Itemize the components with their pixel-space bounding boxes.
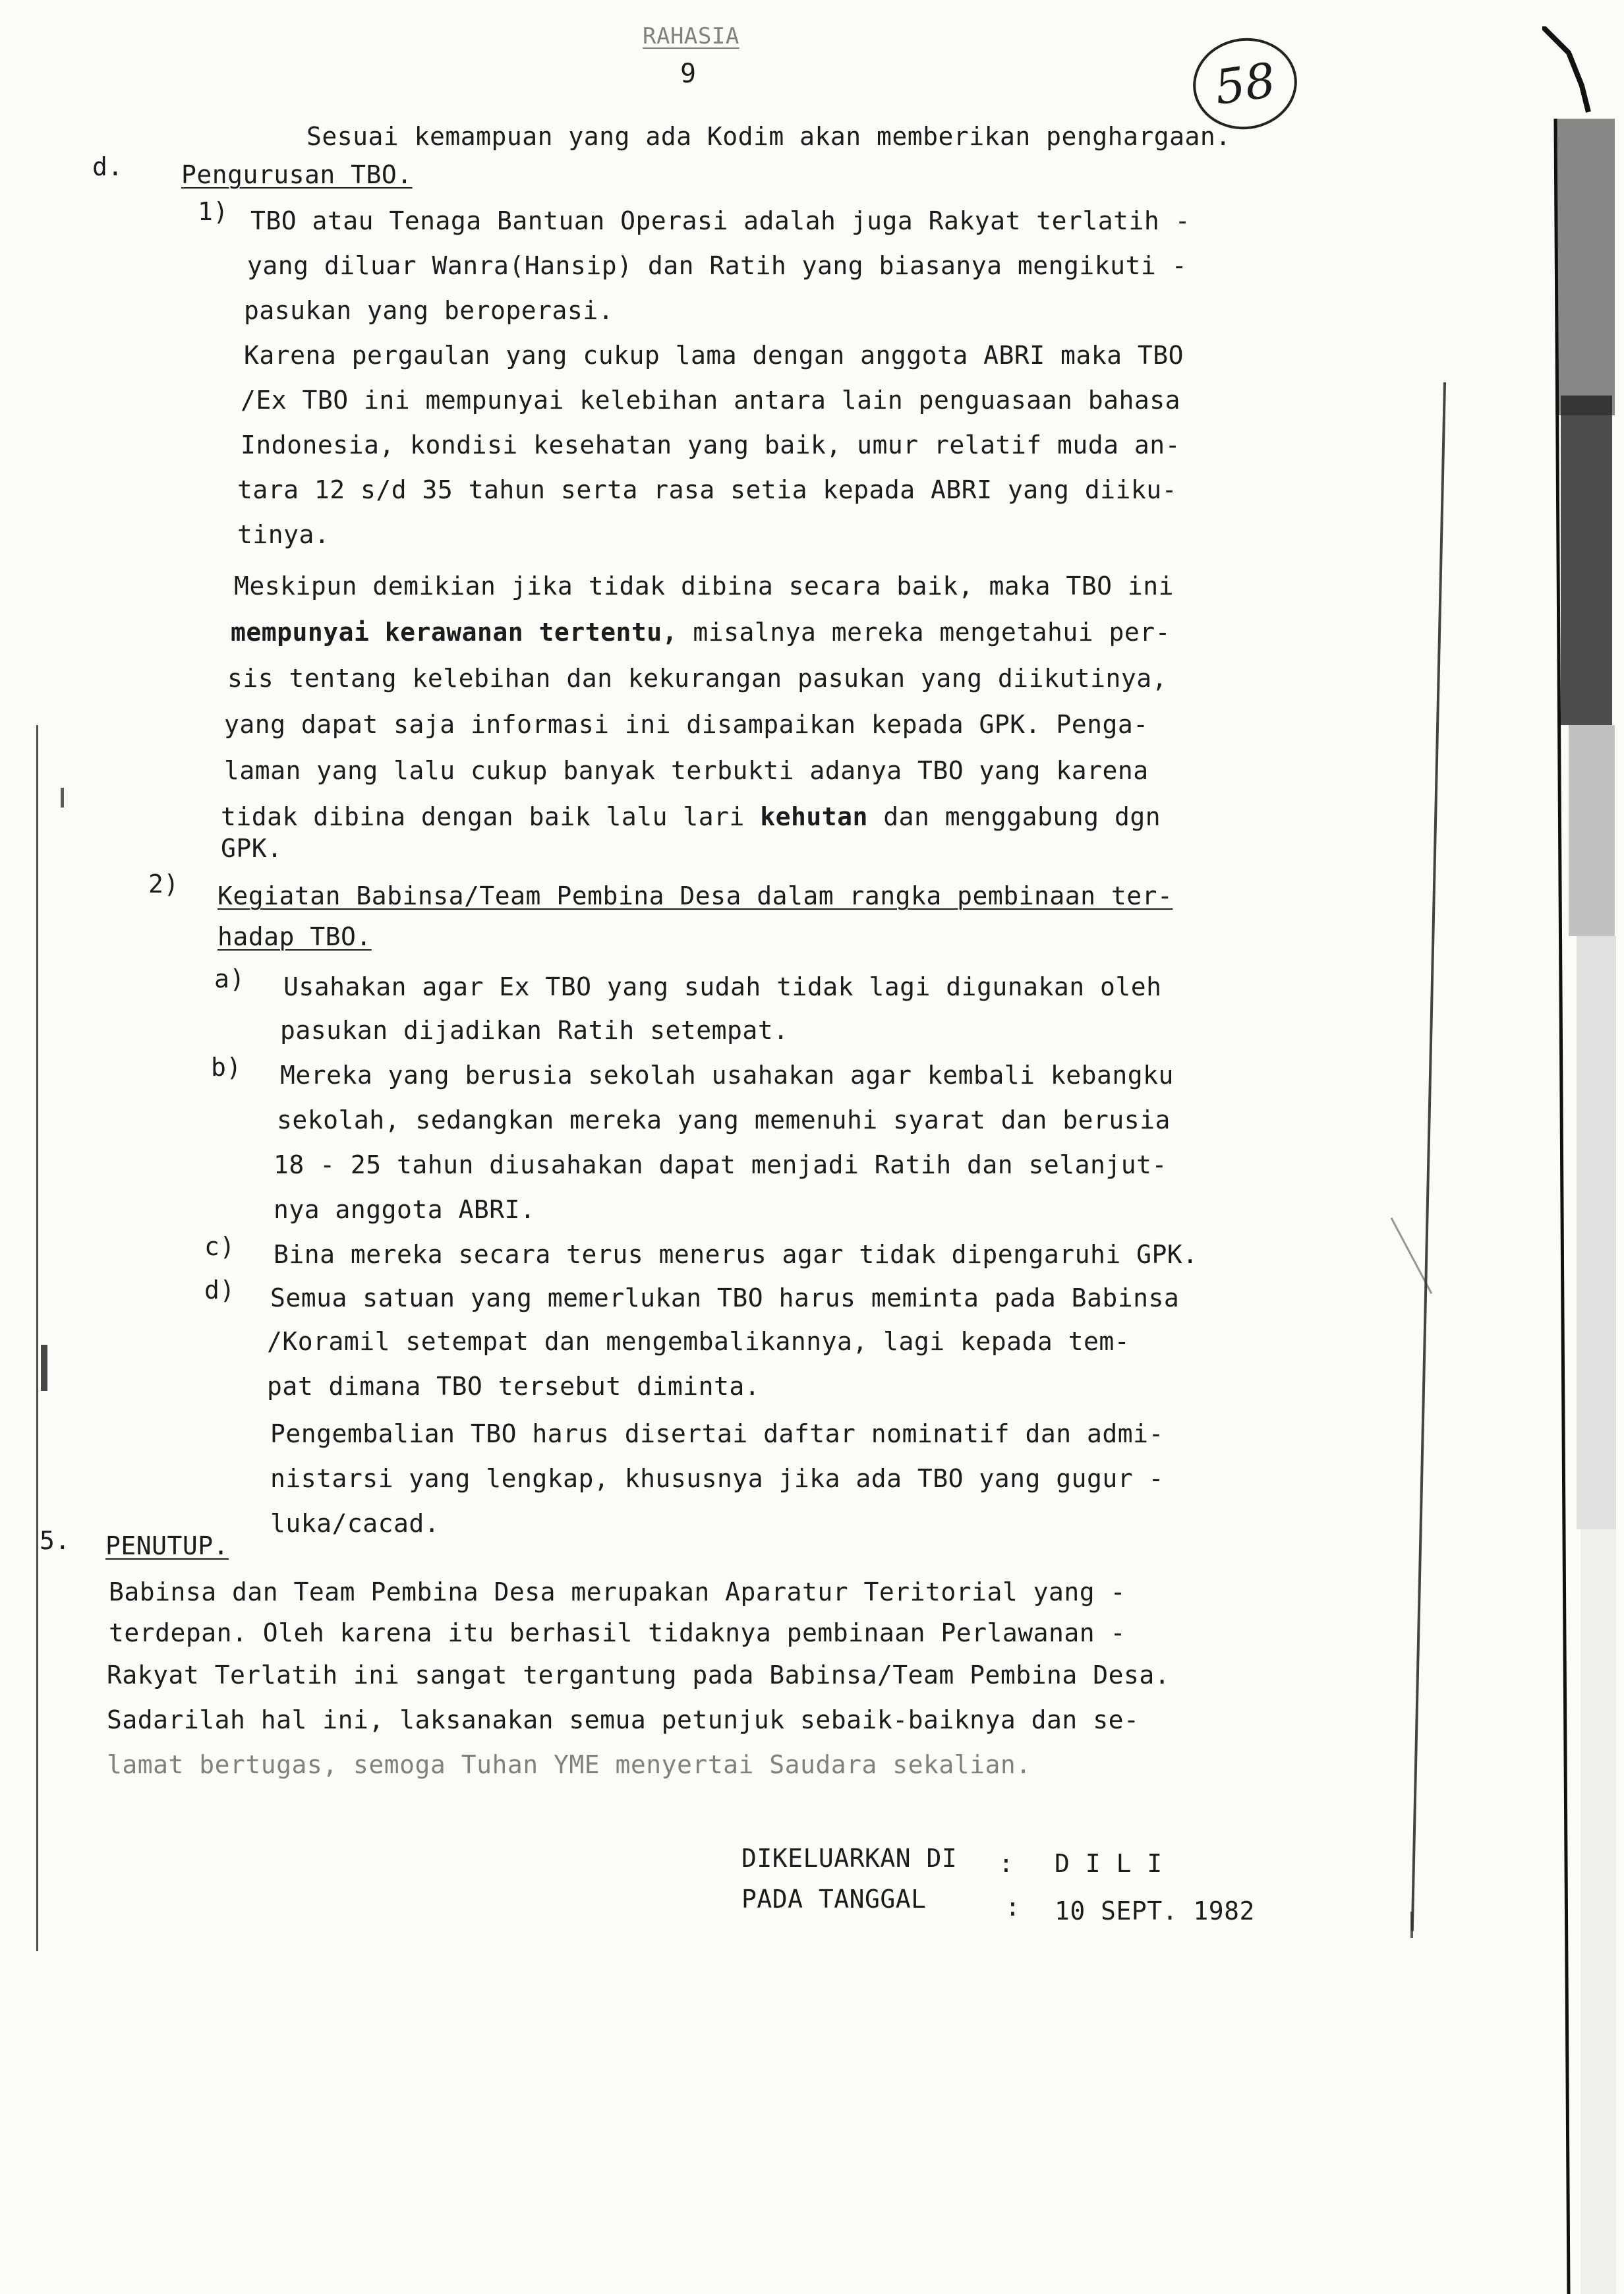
item-2-title: Kegiatan Babinsa/Team Pembina Desa dalam rangka pembinaan ter- xyxy=(218,881,1173,910)
left-margin-line xyxy=(36,725,38,1951)
sub-letter: c) xyxy=(204,1232,235,1261)
item-1-line: Karena pergaulan yang cukup lama dengan anggota ABRI maka TBO xyxy=(244,341,1184,370)
scan-mark xyxy=(1410,1912,1413,1938)
closing-line: Sadarilah hal ini, laksanakan semua petunjuk sebaik-baiknya dan se- xyxy=(107,1705,1140,1734)
sub-line: /Koramil setempat dan mengembalikannya, lagi kepada tem- xyxy=(267,1327,1130,1356)
separator: : xyxy=(1005,1893,1021,1922)
bold-phrase: mempunyai kerawanan tertentu, xyxy=(231,618,678,647)
line-start: tidak dibina dengan baik lalu lari xyxy=(221,802,761,831)
sub-line: nistarsi yang lengkap, khususnya jika ada TBO yang gugur - xyxy=(270,1464,1164,1493)
item-1-line: TBO atau Tenaga Bantuan Operasi adalah juga Rakyat terlatih - xyxy=(250,206,1191,235)
item-1-number: 1) xyxy=(198,197,229,226)
item-1-line: /Ex TBO ini mempunyai kelebihan antara lain penguasaan bahasa xyxy=(241,386,1181,415)
date-value: 10 SEPT. 1982 xyxy=(1055,1897,1255,1926)
sub-line: Usahakan agar Ex TBO yang sudah tidak lagi digunakan oleh xyxy=(283,972,1162,1001)
intro-line: Sesuai kemampuan yang ada Kodim akan memberikan penghargaan. xyxy=(306,122,1231,151)
sub-letter: d) xyxy=(204,1276,235,1305)
sub-line: Pengembalian TBO harus disertai daftar nominatif dan admi- xyxy=(270,1419,1164,1448)
place-value: D I L I xyxy=(1055,1849,1163,1878)
item-1-para2-line: GPK. xyxy=(221,834,283,863)
sub-line: nya anggota ABRI. xyxy=(274,1195,536,1224)
sub-line: Bina mereka secara terus menerus agar tidak dipengaruhi GPK. xyxy=(274,1240,1198,1269)
item-1-para2-line: Meskipun demikian jika tidak dibina secara baik, maka TBO ini xyxy=(234,572,1174,601)
sub-letter: a) xyxy=(214,964,245,993)
section-d-title: Pengurusan TBO. xyxy=(181,160,413,189)
stamp-number: 58 xyxy=(1187,32,1303,136)
item-1-line: pasukan yang beroperasi. xyxy=(244,296,614,325)
scan-mark xyxy=(61,788,64,808)
date-label: PADA TANGGAL xyxy=(741,1885,927,1914)
item-1-line: yang diluar Wanra(Hansip) dan Ratih yang biasanya mengikuti - xyxy=(247,251,1188,280)
item-2-number: 2) xyxy=(148,869,179,898)
closing-line: terdepan. Oleh karena itu berhasil tidaknya pembinaan Perlawanan - xyxy=(109,1618,1126,1647)
scanned-edge-texture xyxy=(1542,26,1624,2294)
section-5-title: PENUTUP. xyxy=(105,1531,229,1560)
sub-letter: b) xyxy=(211,1053,242,1082)
item-1-para2-line: sis tentang kelebihan dan kekurangan pasukan yang diikutinya, xyxy=(227,664,1168,693)
item-1-para2-line xyxy=(221,804,1161,829)
separator: : xyxy=(999,1849,1014,1878)
line-end: dan menggabung dgn xyxy=(867,802,1161,831)
scan-mark xyxy=(41,1345,47,1391)
sub-line: luka/cacad. xyxy=(270,1509,440,1538)
item-1-line: tinya. xyxy=(237,520,330,549)
sub-line: 18 - 25 tahun diusahakan dapat menjadi Ratih dan selanjut- xyxy=(274,1150,1167,1179)
item-1-line: Indonesia, kondisi kesehatan yang baik, umur relatif muda an- xyxy=(241,430,1181,459)
item-1-line: tara 12 s/d 35 tahun serta rasa setia kepada ABRI yang diiku- xyxy=(237,475,1178,504)
item-1-para2-line xyxy=(231,620,1171,645)
classification-mark: RAHASIA xyxy=(643,23,740,49)
closing-line: lamat bertugas, semoga Tuhan YME menyertai Saudara sekalian. xyxy=(107,1750,1031,1779)
sub-line: pasukan dijadikan Ratih setempat. xyxy=(280,1016,789,1045)
page-number: 9 xyxy=(680,59,697,89)
sub-line: pat dimana TBO tersebut diminta. xyxy=(267,1372,761,1401)
sub-line: sekolah, sedangkan mereka yang memenuhi syarat dan berusia xyxy=(277,1105,1171,1134)
right-fold-line xyxy=(1411,382,1446,1931)
item-1-para2-line: yang dapat saja informasi ini disampaikan kepada GPK. Penga- xyxy=(224,710,1149,739)
section-d-letter: d. xyxy=(92,152,123,181)
sub-line: Semua satuan yang memerlukan TBO harus meminta pada Babinsa xyxy=(270,1283,1180,1312)
closing-line: Babinsa dan Team Pembina Desa merupakan Aparatur Teritorial yang - xyxy=(109,1577,1126,1606)
line-rest: misalnya mereka mengetahui per- xyxy=(677,618,1171,647)
place-label: DIKELUARKAN DI xyxy=(741,1844,958,1873)
section-5-number: 5. xyxy=(40,1526,71,1555)
item-2-title: hadap TBO. xyxy=(218,922,372,951)
closing-line: Rakyat Terlatih ini sangat tergantung pada Babinsa/Team Pembina Desa. xyxy=(107,1661,1171,1690)
item-1-para2-line: laman yang lalu cukup banyak terbukti adanya TBO yang karena xyxy=(224,756,1149,785)
bold-word: kehutan xyxy=(760,802,868,831)
sub-line: Mereka yang berusia sekolah usahakan agar kembali kebangku xyxy=(280,1061,1174,1090)
